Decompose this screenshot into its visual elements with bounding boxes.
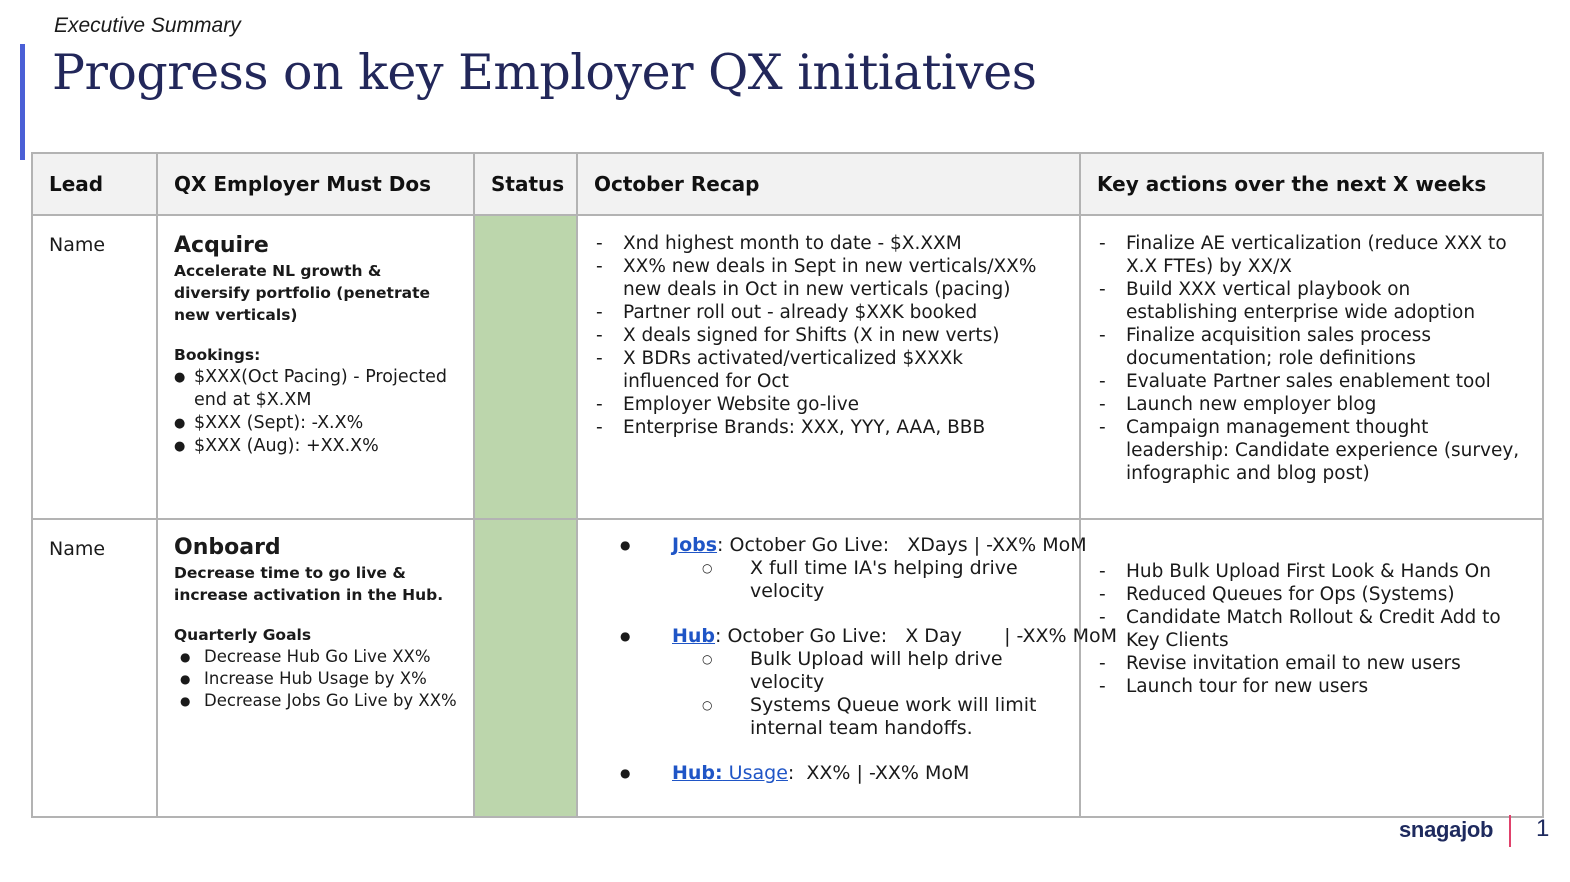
list-item: - Hub Bulk Upload First Look & Hands On xyxy=(1097,560,1526,583)
hub-usage-link-plain: Usage xyxy=(722,762,788,784)
list-item: - X BDRs activated/verticalized $XXXk influenced for Oct xyxy=(594,347,1063,393)
list-item: - Launch new employer blog xyxy=(1097,393,1526,416)
list-item: - Xnd highest month to date - $X.XXM xyxy=(594,232,1063,255)
hub-link[interactable]: Hub xyxy=(672,625,716,647)
recap-item-hub-usage xyxy=(606,762,1063,785)
quarterly-goals-label: Quarterly Goals xyxy=(174,626,312,644)
bookings-list xyxy=(174,366,457,458)
table-row xyxy=(32,215,1543,519)
must-do-subheading: Accelerate NL growth & diversify portfolio (penetrate new verticals) xyxy=(174,262,430,324)
table-row xyxy=(32,519,1543,817)
recap-item-hub xyxy=(606,625,1117,648)
actions-list xyxy=(1097,560,1526,698)
list-item: - Reduced Queues for Ops (Systems) xyxy=(1097,583,1526,606)
must-do-subheading: Decrease time to go live & increase activation in the Hub. xyxy=(174,564,444,604)
list-item: - Employer Website go-live xyxy=(594,393,1063,416)
status-indicator xyxy=(474,215,577,519)
hub-usage-link-bold: Hub: xyxy=(672,762,723,784)
initiatives-table xyxy=(31,152,1544,818)
recap-subitem: ○ Bulk Upload will help drive velocity xyxy=(606,648,1063,694)
column-header-key-actions: Key actions over the next X weeks xyxy=(1080,153,1543,215)
recap-list xyxy=(594,232,1063,439)
slide-title: Progress on key Employer QX initiatives xyxy=(52,44,1037,101)
must-do-heading: Onboard xyxy=(174,535,281,560)
recap-subitem: ○ Systems Queue work will limit internal team handoffs. xyxy=(606,694,1063,740)
hub-usage-link[interactable] xyxy=(672,762,788,784)
list-item: ● $XXX (Aug): +XX.X% xyxy=(174,435,457,458)
lead-name: Name xyxy=(32,215,157,519)
list-item: - XX% new deals in Sept in new verticals/XX% new deals in Oct in new verticals (pacing) xyxy=(594,255,1063,301)
bookings-label: Bookings: xyxy=(174,346,261,364)
list-item: - Revise invitation email to new users xyxy=(1097,652,1526,675)
list-item: - Campaign management thought leadership: Candidate experience (survey, infographic and blog post) xyxy=(1097,416,1526,485)
list-item: - Evaluate Partner sales enablement tool xyxy=(1097,370,1526,393)
hub-recap-text: : October Go Live: X Day | -XX% MoM xyxy=(715,625,1117,647)
recap-item-jobs xyxy=(606,534,1087,557)
list-item: - Launch tour for new users xyxy=(1097,675,1526,698)
list-item: ● Increase Hub Usage by X% xyxy=(174,668,457,690)
list-item: - Finalize AE verticalization (reduce XXX to X.X FTEs) by XX/X xyxy=(1097,232,1526,278)
footer-divider xyxy=(1509,815,1511,847)
list-item: ● Decrease Jobs Go Live by XX% xyxy=(174,690,457,712)
actions-list xyxy=(1097,232,1526,485)
list-item: ● $XXX (Sept): -X.X% xyxy=(174,412,457,435)
recap-cell xyxy=(577,215,1080,519)
list-item: - Partner roll out - already $XXK booked xyxy=(594,301,1063,324)
must-do-cell xyxy=(157,215,474,519)
list-item: - X deals signed for Shifts (X in new verts) xyxy=(594,324,1063,347)
list-item: ● $XXX(Oct Pacing) - Projected end at $X.XM xyxy=(174,366,457,412)
lead-name: Name xyxy=(32,519,157,817)
accent-bar xyxy=(20,44,25,160)
column-header-status: Status xyxy=(474,153,577,215)
list-item: ● Decrease Hub Go Live XX% xyxy=(174,646,457,668)
column-header-lead: Lead xyxy=(32,153,157,215)
actions-cell xyxy=(1080,215,1543,519)
section-kicker: Executive Summary xyxy=(54,14,241,37)
recap-subitem: ○ X full time IA's helping drive velocity xyxy=(606,557,1063,603)
page-number: 1 xyxy=(1536,815,1550,842)
must-do-heading: Acquire xyxy=(174,233,269,258)
jobs-link[interactable]: Jobs xyxy=(672,534,718,556)
list-item: - Finalize acquisition sales process documentation; role definitions xyxy=(1097,324,1526,370)
quarterly-goals-list xyxy=(174,646,457,712)
must-do-cell xyxy=(157,519,474,817)
column-header-recap: October Recap xyxy=(577,153,1080,215)
list-item: - Candidate Match Rollout & Credit Add to Key Clients xyxy=(1097,606,1526,652)
brand-logo: snagajob xyxy=(1399,817,1494,842)
hub-usage-recap-text: : XX% | -XX% MoM xyxy=(787,762,970,784)
list-item: - Enterprise Brands: XXX, YYY, AAA, BBB xyxy=(594,416,1063,439)
actions-cell xyxy=(1080,519,1543,817)
recap-cell xyxy=(577,519,1117,817)
list-item: - Build XXX vertical playbook on establishing enterprise wide adoption xyxy=(1097,278,1526,324)
status-indicator xyxy=(474,519,577,817)
column-header-must-dos: QX Employer Must Dos xyxy=(157,153,474,215)
jobs-recap-text: : October Go Live: XDays | -XX% MoM xyxy=(717,534,1087,556)
table-header-row xyxy=(32,153,1543,215)
